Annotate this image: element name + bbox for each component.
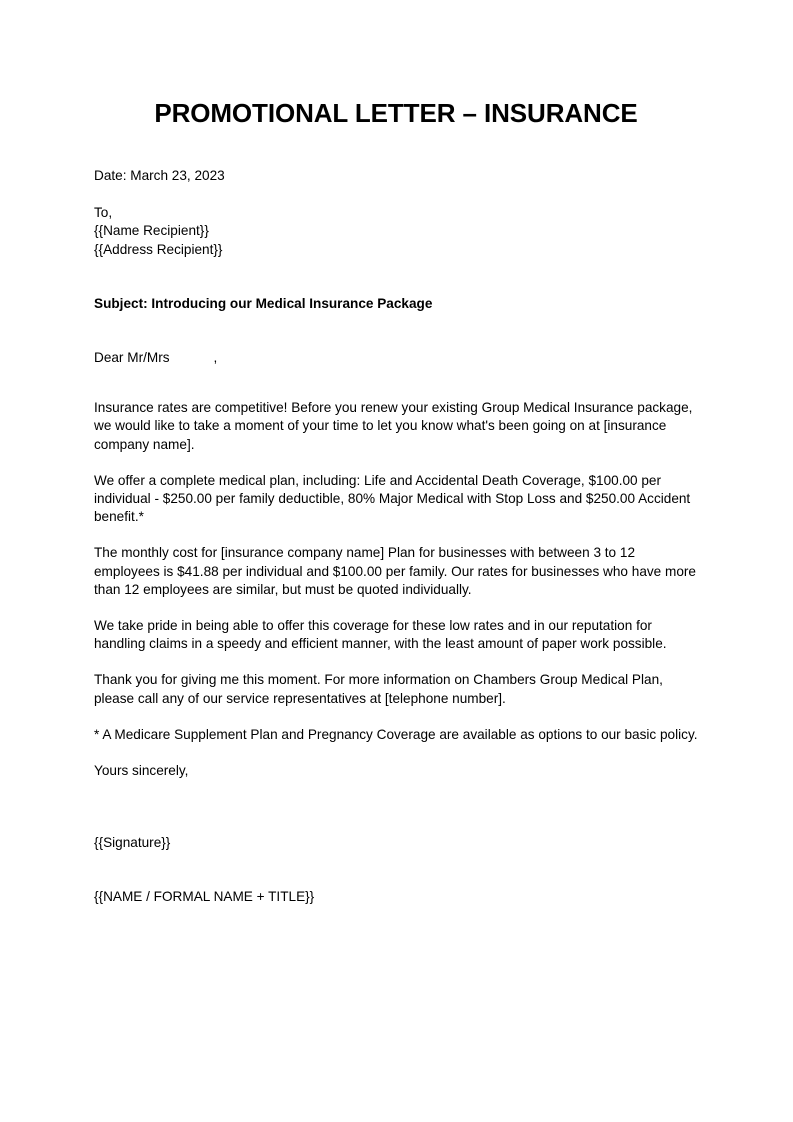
body-paragraph-5: Thank you for giving me this moment. For more information on Chambers Group Medical Plan, please call any of our service representatives at [telephone number].	[94, 672, 663, 706]
greeting-line	[94, 313, 698, 367]
greeting-text: Dear Mr/Mrs	[94, 349, 170, 365]
page-title: PROMOTIONAL LETTER – INSURANCE	[154, 98, 638, 128]
date-line: Date: March 23, 2023	[94, 167, 225, 183]
greeting-comma: ,	[213, 349, 218, 365]
recipient-block	[94, 185, 698, 259]
letter-content	[94, 0, 698, 907]
footnote-line: * A Medicare Supplement Plan and Pregnancy Coverage are available as options to our basic policy.	[94, 726, 698, 742]
closing-line: Yours sincerely,	[94, 762, 189, 778]
body-paragraph-3: The monthly cost for [insurance company name] Plan for businesses with between 3 to 12 employees is $41.88 per individual and $100.00 per family. Our rates for businesses who have more than 12 employees are similar, but must be quoted individually.	[94, 545, 696, 597]
recipient-to-label: To,	[94, 205, 113, 221]
recipient-name-placeholder: {{Name Recipient}}	[94, 223, 209, 239]
body-paragraph-4: We take pride in being able to offer this coverage for these low rates and in our reputation for handling claims in a speedy and efficient manner, with the least amount of paper work possible.	[94, 617, 667, 652]
body-paragraph-1: Insurance rates are competitive! Before you renew your existing Group Medical Insurance package, we would like to take a moment of your time to let you know what's been going on at [insurance company name].	[94, 400, 693, 452]
subject-line: Subject: Introducing our Medical Insurance Package	[94, 295, 433, 311]
name-title-placeholder: {{NAME / FORMAL NAME + TITLE}}	[94, 889, 315, 905]
body-paragraph-2: We offer a complete medical plan, including: Life and Accidental Death Coverage, $100.00 per individual - $250.00 per family deductible, 80% Major Medical with Stop Loss and $250.00 Accident benefit.*	[94, 472, 691, 525]
recipient-address-placeholder: {{Address Recipient}}	[94, 241, 223, 257]
signature-placeholder: {{Signature}}	[94, 835, 171, 851]
